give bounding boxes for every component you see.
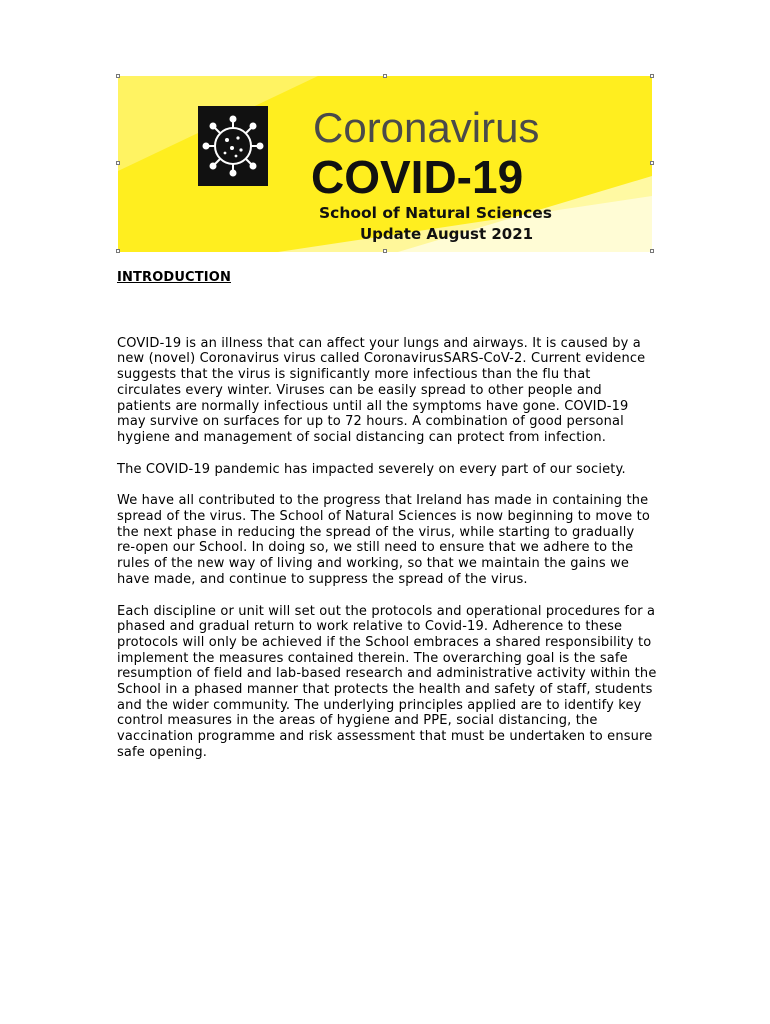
resize-handle-top-right[interactable] — [650, 74, 654, 78]
resize-handle-bottom-left[interactable] — [116, 249, 120, 253]
document-body — [117, 270, 657, 761]
resize-handle-middle-right[interactable] — [650, 161, 654, 165]
resize-handle-bottom-right[interactable] — [650, 249, 654, 253]
resize-handle-bottom-center[interactable] — [383, 249, 387, 253]
section-heading: INTRODUCTION — [117, 270, 231, 285]
banner-title-line2: COVID-19 — [311, 151, 524, 203]
banner-graphic — [118, 76, 652, 252]
virus-icon — [198, 106, 268, 186]
covid-banner-image — [118, 76, 652, 252]
paragraph-covid-description: COVID-19 is an illness that can affect your lungs and airways. It is caused by a new (novel) Coronavirus virus called CoronavirusSARS-CoV-2. Current evidence suggests that the virus is significantly more infectious than the flu that circulates every winter. Viruses can be easily spread to other people and patients are normally infectious until all the symptoms have gone. COVID-19 may survive on surfaces for up to 72 hours. A combination of good personal hygiene and management of social distancing can protect from infection. — [117, 335, 646, 445]
resize-handle-top-center[interactable] — [383, 74, 387, 78]
banner-title-line1: Coronavirus — [313, 104, 540, 151]
resize-handle-top-left[interactable] — [116, 74, 120, 78]
banner-subtitle-line1: School of Natural Sciences — [319, 204, 553, 222]
banner-subtitle-line2: Update August 2021 — [360, 225, 534, 243]
resize-handle-middle-left[interactable] — [116, 161, 120, 165]
paragraph-pandemic-impact: The COVID-19 pandemic has impacted severely on every part of our society. — [117, 461, 626, 477]
paragraph-progress-ireland: We have all contributed to the progress that Ireland has made in containing the spread of the virus. The School of Natural Sciences is now beginning to move to the next phase in reducing the spread of the virus, while starting to gradually re-open our School. In doing so, we still need to ensure that we adhere to the rules of the new way of living and working, so that we maintain the gains we have made, and continue to suppress the spread of the virus. — [117, 493, 650, 587]
paragraph-protocols: Each discipline or unit will set out the protocols and operational procedures for a phased and gradual return to work relative to Covid-19. Adherence to these protocols will only be achieved if the School embraces a shared responsibility to implement the measures contained therein. The overarching goal is the safe resumption of field and lab-based research and administrative activity within the School in a phased manner that protects the health and safety of staff, students and the wider community. The underlying principles applied are to identify key control measures in the areas of hygiene and PPE, social distancing, the vaccination programme and risk assessment that must be undertaken to ensure safe opening. — [117, 603, 657, 760]
